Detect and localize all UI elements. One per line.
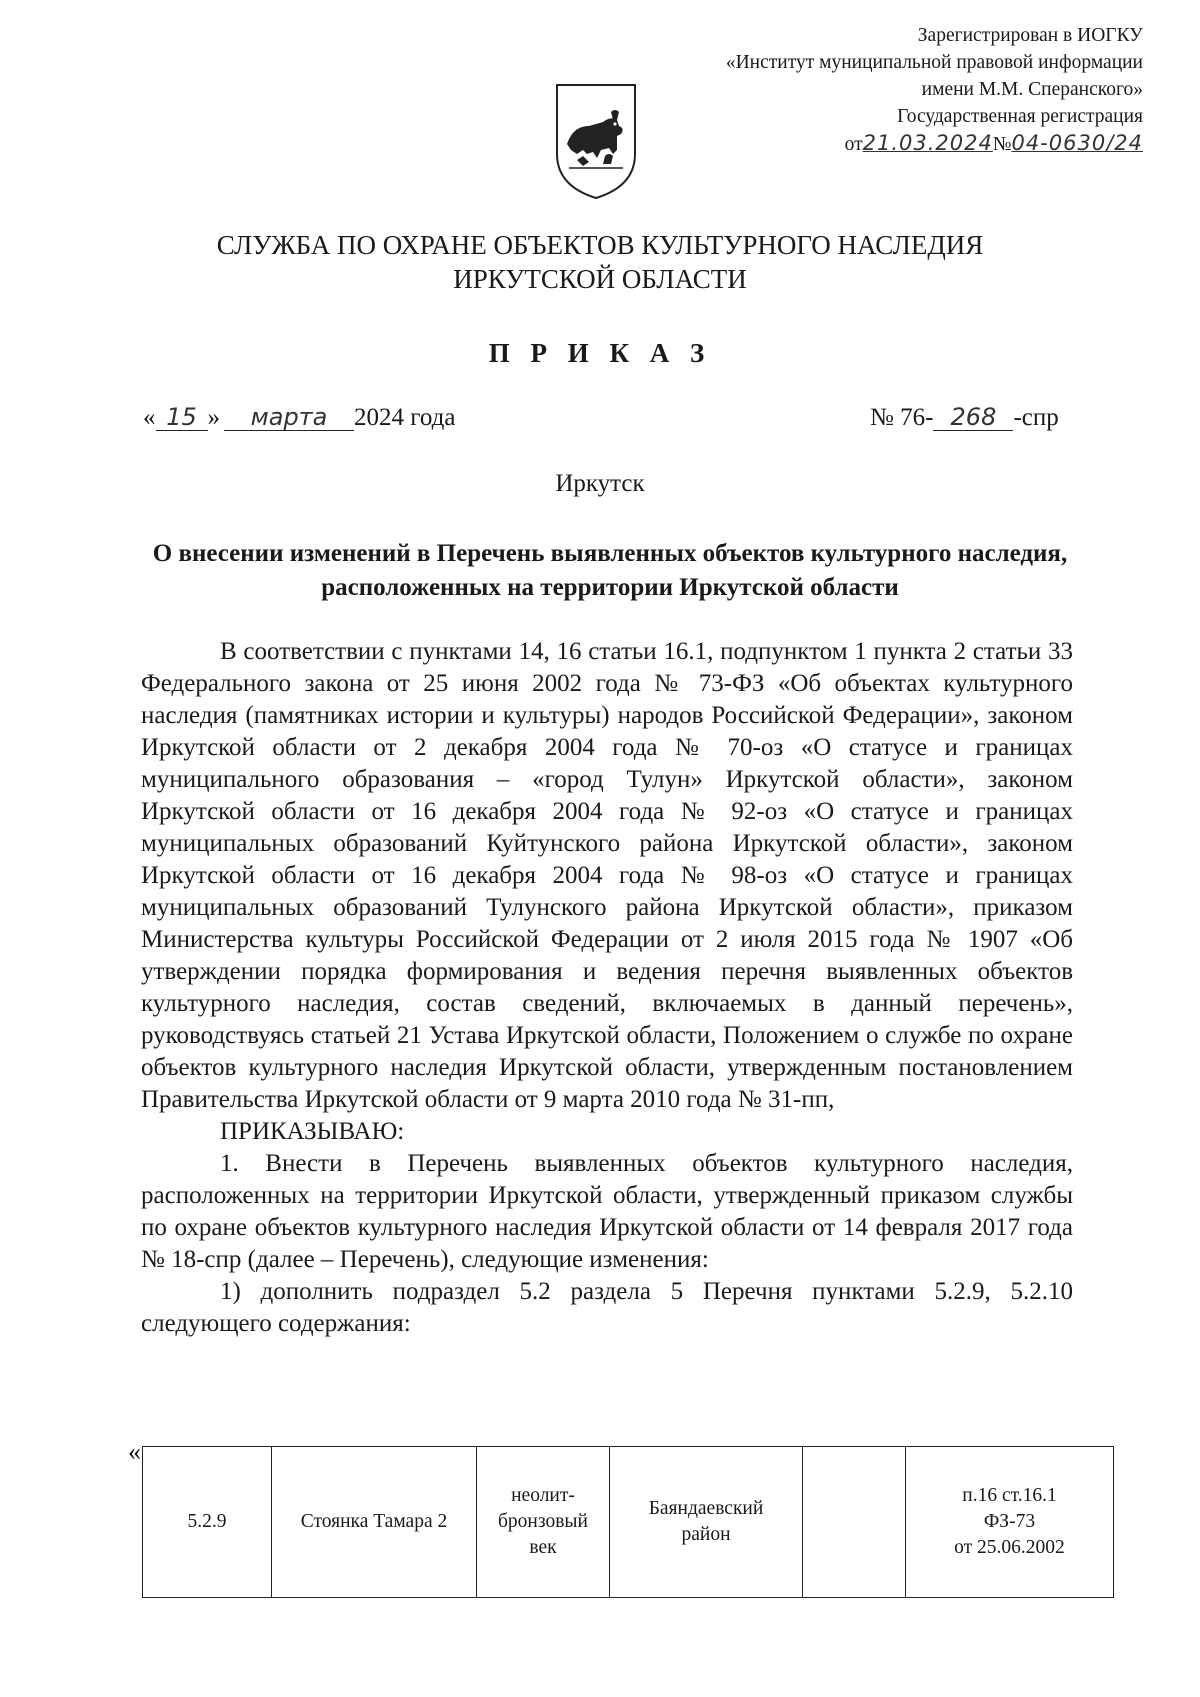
registration-stamp xyxy=(726,22,1143,158)
item-1-subitem-1: 1) дополнить подраздел 5.2 раздела 5 Перечня пунктами 5.2.9, 5.2.10 следующего содержания: xyxy=(141,1278,1073,1337)
registration-line-4: Государственная регистрация xyxy=(897,106,1143,127)
date-month: марта xyxy=(224,404,354,431)
order-number xyxy=(870,404,1059,432)
registration-line-2: «Институт муниципальной правовой информации xyxy=(725,52,1143,73)
preamble-paragraph: В соответствии с пунктами 14, 16 статьи 16.1, подпунктом 1 пункта 2 статьи 33 Федерального закона от 25 июня 2002 года № 73-ФЗ «Об объектах культурного наследия (памятниках истории и культуры) народов Российской Федерации», законом Иркутской области от 2 декабря 2004 года № 70-оз «О статусе и границах муниципального образования – «город Тулун» Иркутской области», законом Иркутской области от 16 декабря 2004 года № 92-оз «О статусе и границах муниципальных образований Куйтунского района Иркутской области», законом Иркутской области от 16 декабря 2004 года № 98-оз «О статусе и границах муниципальных образований Тулунского района Иркутской области», приказом Министерства культуры Российской Федерации от 2 июля 2015 года № 1907 «Об утверждении порядка формирования и ведения перечня выявленных объектов культурного наследия, состав сведений, включаемых в данный перечень», руководствуясь статьей 21 Устава Иркутской области, Положением о службе по охране объектов культурного наследия Иркутской области, утвержденным постановлением Правительства Иркутской области от 9 марта 2010 года № 31-пп, xyxy=(141,638,1073,1113)
cell-location-line: Баяндаевский xyxy=(648,1498,764,1519)
objects-table xyxy=(142,1446,1114,1598)
order-word: ПРИКАЗЫВАЮ: xyxy=(220,1118,405,1145)
cell-basis-line: п.16 ст.16.1 xyxy=(962,1485,1057,1506)
registration-no-prefix: № xyxy=(992,134,1012,155)
date-line xyxy=(143,404,455,432)
cell-extra xyxy=(803,1447,906,1598)
document-title: П Р И К А З xyxy=(488,338,712,368)
organization-line-1: СЛУЖБА ПО ОХРАНЕ ОБЪЕКТОВ КУЛЬТУРНОГО НАСЛЕДИЯ xyxy=(216,230,984,260)
registration-date-number xyxy=(726,130,1143,158)
cell-number: 5.2.9 xyxy=(143,1447,272,1598)
cell-location xyxy=(610,1447,803,1598)
cell-basis-line: от 25.06.2002 xyxy=(954,1537,1065,1558)
cell-name: Стоянка Тамара 2 xyxy=(272,1447,477,1598)
registration-line-1: Зарегистрирован в ИОГКУ xyxy=(917,25,1143,46)
cell-period xyxy=(477,1447,610,1598)
cell-basis xyxy=(906,1447,1114,1598)
order-subject: О внесении изменений в Перечень выявленных объектов культурного наследия, расположенных на территории Иркутской области xyxy=(152,540,1068,601)
date-open-quote: « xyxy=(143,404,156,431)
cell-period-line: век xyxy=(529,1537,557,1558)
organization-line-2: ИРКУТСКОЙ ОБЛАСТИ xyxy=(453,264,747,294)
order-number-value: 268 xyxy=(933,404,1013,431)
order-body xyxy=(141,636,1073,1340)
item-1: 1. Внести в Перечень выявленных объектов культурного наследия, расположенных на территории Иркутской области, утвержденный приказом службы по охране объектов культурного наследия Иркутской области от 14 февраля 2017 года № 18-спр (далее – Перечень), следующие изменения: xyxy=(141,1150,1073,1273)
table-open-quote: « xyxy=(128,1437,141,1466)
cell-location-line: район xyxy=(681,1524,731,1545)
cell-period-line: бронзовый xyxy=(498,1511,588,1532)
cell-period-line: неолит- xyxy=(511,1485,575,1506)
order-number-suffix: -спр xyxy=(1013,404,1059,431)
date-close-quote: » xyxy=(207,404,220,431)
date-year: 2024 года xyxy=(354,404,456,431)
organization-name xyxy=(0,228,1200,296)
city: Иркутск xyxy=(555,470,645,497)
date-day: 15 xyxy=(156,404,208,431)
order-number-prefix: № 76- xyxy=(870,404,934,431)
registration-number: 04-0630/24 xyxy=(1011,131,1143,155)
table-row xyxy=(143,1447,1114,1598)
cell-basis-line: ФЗ-73 xyxy=(983,1511,1036,1532)
registration-from-prefix: от xyxy=(844,134,863,155)
registration-date: 21.03.2024 xyxy=(862,131,993,155)
registration-line-3: имени М.М. Сперанского» xyxy=(921,79,1143,100)
irkutsk-coat-of-arms-icon xyxy=(553,82,639,200)
